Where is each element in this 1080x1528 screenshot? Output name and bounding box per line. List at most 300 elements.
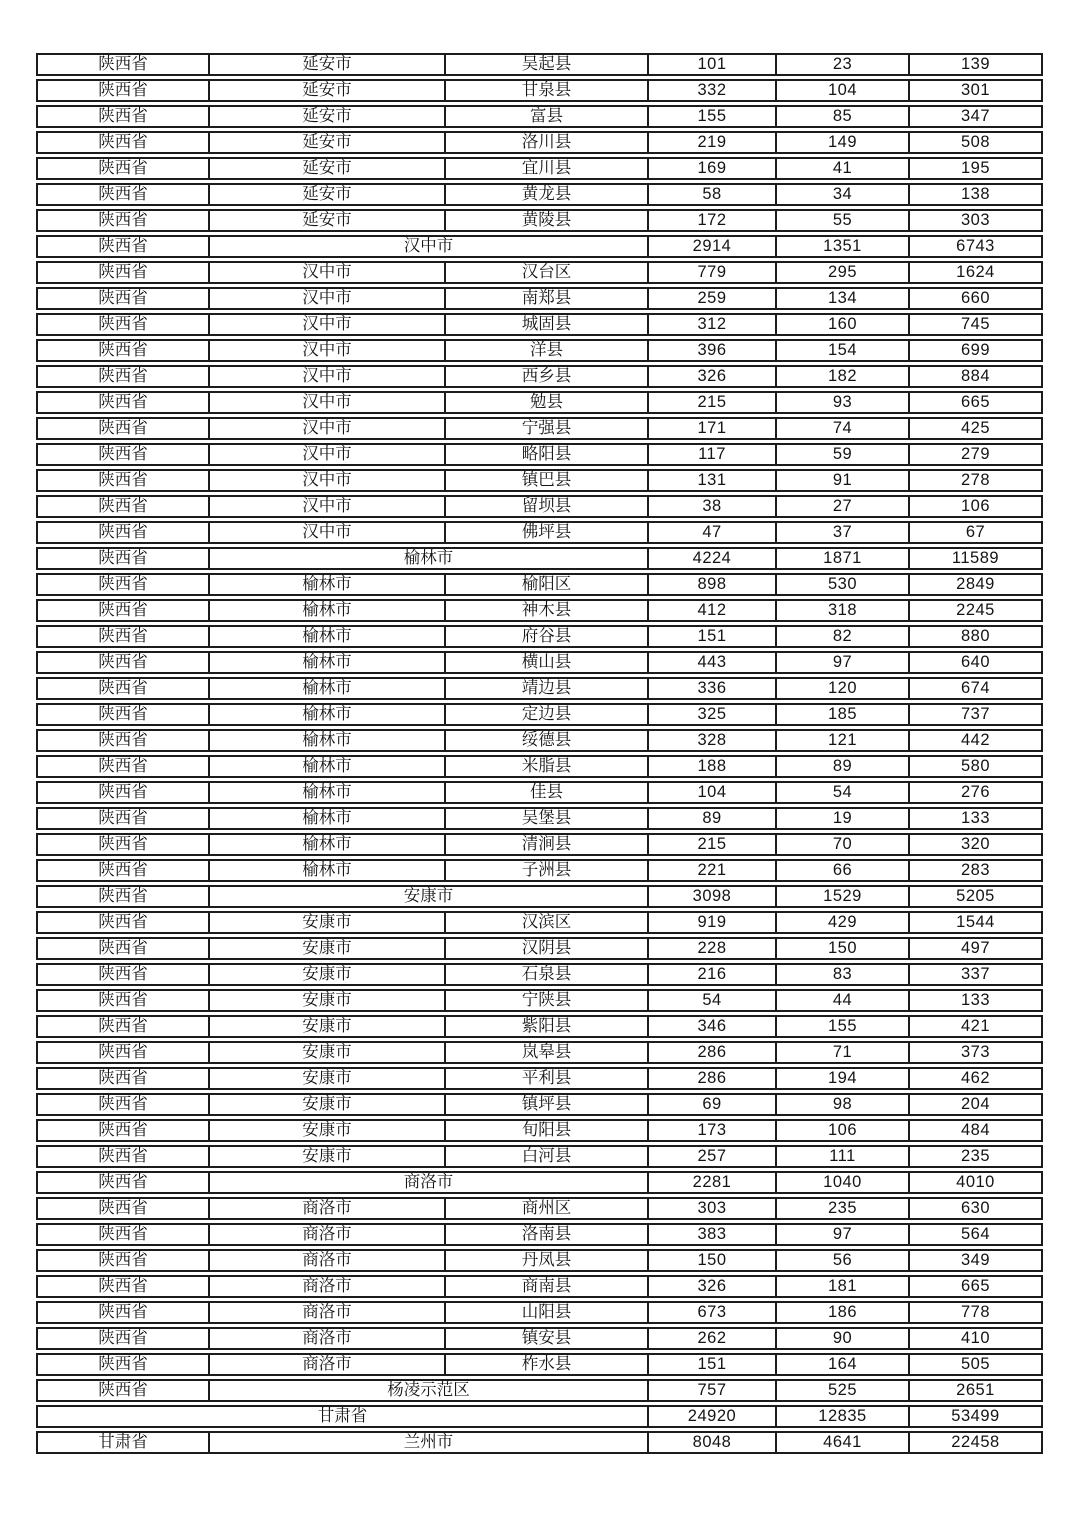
cell-city: 安康市 — [210, 1015, 446, 1038]
cell-value-3: 67 — [910, 521, 1043, 544]
cell-value-2: 34 — [777, 183, 910, 206]
cell-value-2: 429 — [777, 911, 910, 934]
table-row — [36, 729, 1043, 752]
cell-value-3: 5205 — [910, 885, 1043, 908]
cell-value-1: 89 — [649, 807, 777, 830]
cell-value-3: 442 — [910, 729, 1043, 752]
cell-county: 神木县 — [446, 599, 649, 622]
cell-value-1: 101 — [649, 53, 777, 76]
cell-value-1: 69 — [649, 1093, 777, 1116]
cell-value-2: 56 — [777, 1249, 910, 1272]
cell-county: 汉滨区 — [446, 911, 649, 934]
cell-county: 勉县 — [446, 391, 649, 414]
cell-city: 商洛市 — [210, 1223, 446, 1246]
cell-value-1: 216 — [649, 963, 777, 986]
cell-value-1: 117 — [649, 443, 777, 466]
cell-city: 安康市 — [210, 937, 446, 960]
cell-value-2: 120 — [777, 677, 910, 700]
cell-province: 陕西省 — [36, 833, 210, 856]
cell-value-1: 172 — [649, 209, 777, 232]
cell-value-3: 630 — [910, 1197, 1043, 1220]
cell-county: 白河县 — [446, 1145, 649, 1168]
cell-value-1: 188 — [649, 755, 777, 778]
cell-county: 宁强县 — [446, 417, 649, 440]
table-row — [36, 443, 1043, 466]
table-row — [36, 703, 1043, 726]
cell-city: 榆林市 — [210, 625, 446, 648]
cell-county: 横山县 — [446, 651, 649, 674]
cell-county: 洋县 — [446, 339, 649, 362]
cell-city-merged: 兰州市 — [210, 1431, 649, 1454]
cell-value-3: 22458 — [910, 1431, 1043, 1454]
cell-county: 平利县 — [446, 1067, 649, 1090]
cell-value-2: 1351 — [777, 235, 910, 258]
cell-city: 汉中市 — [210, 469, 446, 492]
table-row — [36, 417, 1043, 440]
cell-province: 陕西省 — [36, 209, 210, 232]
cell-value-2: 186 — [777, 1301, 910, 1324]
cell-city: 汉中市 — [210, 521, 446, 544]
cell-value-3: 880 — [910, 625, 1043, 648]
cell-value-2: 91 — [777, 469, 910, 492]
cell-county: 洛川县 — [446, 131, 649, 154]
cell-province: 陕西省 — [36, 599, 210, 622]
cell-province: 陕西省 — [36, 1145, 210, 1168]
cell-value-1: 221 — [649, 859, 777, 882]
table-row — [36, 339, 1043, 362]
cell-value-1: 219 — [649, 131, 777, 154]
cell-value-2: 93 — [777, 391, 910, 414]
cell-value-2: 318 — [777, 599, 910, 622]
cell-value-1: 919 — [649, 911, 777, 934]
cell-value-1: 346 — [649, 1015, 777, 1038]
table-row — [36, 287, 1043, 310]
table-row — [36, 573, 1043, 596]
cell-value-1: 262 — [649, 1327, 777, 1350]
cell-value-1: 151 — [649, 1353, 777, 1376]
cell-county: 商南县 — [446, 1275, 649, 1298]
cell-county: 吴堡县 — [446, 807, 649, 830]
cell-city: 榆林市 — [210, 755, 446, 778]
cell-province: 陕西省 — [36, 729, 210, 752]
cell-province-merged: 甘肃省 — [36, 1405, 649, 1428]
cell-county: 子洲县 — [446, 859, 649, 882]
cell-value-2: 164 — [777, 1353, 910, 1376]
cell-value-2: 98 — [777, 1093, 910, 1116]
cell-value-1: 24920 — [649, 1405, 777, 1428]
cell-city: 汉中市 — [210, 391, 446, 414]
cell-province: 陕西省 — [36, 755, 210, 778]
cell-city: 安康市 — [210, 989, 446, 1012]
cell-value-3: 580 — [910, 755, 1043, 778]
cell-county: 南郑县 — [446, 287, 649, 310]
cell-province: 陕西省 — [36, 1275, 210, 1298]
table-row — [36, 677, 1043, 700]
cell-county: 柞水县 — [446, 1353, 649, 1376]
cell-value-3: 373 — [910, 1041, 1043, 1064]
cell-county: 佛坪县 — [446, 521, 649, 544]
table-row — [36, 1223, 1043, 1246]
cell-city: 安康市 — [210, 1119, 446, 1142]
cell-value-2: 1529 — [777, 885, 910, 908]
cell-province: 陕西省 — [36, 1379, 210, 1402]
table-row — [36, 1119, 1043, 1142]
table-row — [36, 1275, 1043, 1298]
table-row — [36, 313, 1043, 336]
cell-value-2: 1040 — [777, 1171, 910, 1194]
cell-county: 岚皋县 — [446, 1041, 649, 1064]
cell-county: 汉阴县 — [446, 937, 649, 960]
cell-county: 商州区 — [446, 1197, 649, 1220]
cell-county: 佳县 — [446, 781, 649, 804]
cell-county: 吴起县 — [446, 53, 649, 76]
cell-value-2: 181 — [777, 1275, 910, 1298]
cell-city: 榆林市 — [210, 729, 446, 752]
cell-value-2: 111 — [777, 1145, 910, 1168]
cell-value-1: 131 — [649, 469, 777, 492]
cell-value-3: 133 — [910, 807, 1043, 830]
cell-city: 安康市 — [210, 1093, 446, 1116]
cell-county: 米脂县 — [446, 755, 649, 778]
cell-value-1: 898 — [649, 573, 777, 596]
cell-province: 陕西省 — [36, 339, 210, 362]
cell-province: 陕西省 — [36, 1249, 210, 1272]
cell-province: 陕西省 — [36, 79, 210, 102]
cell-value-3: 204 — [910, 1093, 1043, 1116]
cell-city-merged: 汉中市 — [210, 235, 649, 258]
cell-value-2: 59 — [777, 443, 910, 466]
cell-county: 山阳县 — [446, 1301, 649, 1324]
cell-province: 陕西省 — [36, 417, 210, 440]
table-row — [36, 1015, 1043, 1038]
cell-province: 陕西省 — [36, 547, 210, 570]
cell-county: 榆阳区 — [446, 573, 649, 596]
cell-city: 榆林市 — [210, 807, 446, 830]
cell-province: 陕西省 — [36, 1301, 210, 1324]
region-statistics-table — [36, 50, 1043, 1457]
table-row — [36, 53, 1043, 76]
cell-province: 陕西省 — [36, 1327, 210, 1350]
cell-city: 安康市 — [210, 1067, 446, 1090]
table-row — [36, 1249, 1043, 1272]
cell-city: 汉中市 — [210, 417, 446, 440]
cell-value-2: 104 — [777, 79, 910, 102]
cell-province: 陕西省 — [36, 651, 210, 674]
cell-value-3: 276 — [910, 781, 1043, 804]
cell-province: 陕西省 — [36, 1093, 210, 1116]
cell-value-2: 149 — [777, 131, 910, 154]
cell-value-3: 665 — [910, 391, 1043, 414]
cell-city: 延安市 — [210, 209, 446, 232]
cell-city: 榆林市 — [210, 781, 446, 804]
table-row — [36, 963, 1043, 986]
cell-value-3: 133 — [910, 989, 1043, 1012]
cell-value-1: 757 — [649, 1379, 777, 1402]
table-row — [36, 885, 1043, 908]
cell-county: 洛南县 — [446, 1223, 649, 1246]
cell-value-2: 155 — [777, 1015, 910, 1038]
cell-value-2: 44 — [777, 989, 910, 1012]
cell-value-3: 138 — [910, 183, 1043, 206]
cell-value-2: 154 — [777, 339, 910, 362]
cell-value-1: 104 — [649, 781, 777, 804]
cell-value-1: 2914 — [649, 235, 777, 258]
table-row — [36, 1197, 1043, 1220]
cell-value-3: 283 — [910, 859, 1043, 882]
cell-value-2: 97 — [777, 651, 910, 674]
cell-province: 陕西省 — [36, 261, 210, 284]
cell-province: 陕西省 — [36, 365, 210, 388]
cell-county: 镇坪县 — [446, 1093, 649, 1116]
table-row — [36, 1431, 1043, 1454]
cell-value-1: 303 — [649, 1197, 777, 1220]
cell-city: 商洛市 — [210, 1249, 446, 1272]
table-row — [36, 79, 1043, 102]
cell-county: 西乡县 — [446, 365, 649, 388]
cell-value-1: 336 — [649, 677, 777, 700]
cell-city-merged: 安康市 — [210, 885, 649, 908]
cell-value-3: 53499 — [910, 1405, 1043, 1428]
cell-value-3: 699 — [910, 339, 1043, 362]
cell-city: 汉中市 — [210, 313, 446, 336]
cell-county: 镇巴县 — [446, 469, 649, 492]
cell-value-1: 151 — [649, 625, 777, 648]
cell-province: 陕西省 — [36, 183, 210, 206]
cell-value-1: 169 — [649, 157, 777, 180]
table-row — [36, 1301, 1043, 1324]
cell-value-1: 383 — [649, 1223, 777, 1246]
cell-value-1: 2281 — [649, 1171, 777, 1194]
cell-county: 丹凤县 — [446, 1249, 649, 1272]
cell-value-3: 303 — [910, 209, 1043, 232]
table-row — [36, 261, 1043, 284]
table-row — [36, 105, 1043, 128]
cell-county: 清涧县 — [446, 833, 649, 856]
cell-province: 陕西省 — [36, 1041, 210, 1064]
cell-value-1: 312 — [649, 313, 777, 336]
cell-value-1: 396 — [649, 339, 777, 362]
cell-value-3: 674 — [910, 677, 1043, 700]
cell-value-1: 173 — [649, 1119, 777, 1142]
cell-province: 陕西省 — [36, 469, 210, 492]
cell-value-1: 8048 — [649, 1431, 777, 1454]
cell-value-3: 884 — [910, 365, 1043, 388]
cell-value-3: 484 — [910, 1119, 1043, 1142]
cell-city: 延安市 — [210, 157, 446, 180]
table-row — [36, 625, 1043, 648]
cell-value-2: 4641 — [777, 1431, 910, 1454]
cell-value-2: 74 — [777, 417, 910, 440]
cell-value-2: 150 — [777, 937, 910, 960]
table-row — [36, 131, 1043, 154]
table-row — [36, 365, 1043, 388]
cell-value-3: 347 — [910, 105, 1043, 128]
cell-value-3: 278 — [910, 469, 1043, 492]
cell-city: 延安市 — [210, 131, 446, 154]
table-row — [36, 1379, 1043, 1402]
cell-value-3: 6743 — [910, 235, 1043, 258]
cell-value-2: 185 — [777, 703, 910, 726]
cell-value-1: 332 — [649, 79, 777, 102]
cell-province: 陕西省 — [36, 573, 210, 596]
cell-city: 汉中市 — [210, 339, 446, 362]
table-row — [36, 781, 1043, 804]
cell-county: 宁陕县 — [446, 989, 649, 1012]
cell-city: 商洛市 — [210, 1275, 446, 1298]
cell-value-2: 41 — [777, 157, 910, 180]
cell-value-1: 54 — [649, 989, 777, 1012]
cell-county: 靖边县 — [446, 677, 649, 700]
cell-value-2: 66 — [777, 859, 910, 882]
cell-city: 榆林市 — [210, 859, 446, 882]
cell-value-3: 139 — [910, 53, 1043, 76]
cell-value-3: 279 — [910, 443, 1043, 466]
cell-value-1: 4224 — [649, 547, 777, 570]
cell-value-3: 497 — [910, 937, 1043, 960]
cell-province: 陕西省 — [36, 1067, 210, 1090]
cell-province: 陕西省 — [36, 1197, 210, 1220]
cell-city-merged: 商洛市 — [210, 1171, 649, 1194]
cell-value-2: 89 — [777, 755, 910, 778]
cell-value-2: 12835 — [777, 1405, 910, 1428]
cell-value-2: 160 — [777, 313, 910, 336]
cell-province: 陕西省 — [36, 625, 210, 648]
cell-value-2: 121 — [777, 729, 910, 752]
cell-county: 留坝县 — [446, 495, 649, 518]
cell-value-2: 530 — [777, 573, 910, 596]
cell-value-1: 286 — [649, 1041, 777, 1064]
table-row — [36, 1171, 1043, 1194]
table-row — [36, 1405, 1043, 1428]
cell-county: 紫阳县 — [446, 1015, 649, 1038]
table-row — [36, 833, 1043, 856]
cell-province: 甘肃省 — [36, 1431, 210, 1454]
table-row — [36, 209, 1043, 232]
cell-value-3: 462 — [910, 1067, 1043, 1090]
table-row — [36, 495, 1043, 518]
cell-city: 安康市 — [210, 1041, 446, 1064]
cell-value-1: 325 — [649, 703, 777, 726]
table-row — [36, 911, 1043, 934]
cell-county: 略阳县 — [446, 443, 649, 466]
cell-county: 富县 — [446, 105, 649, 128]
cell-county: 镇安县 — [446, 1327, 649, 1350]
cell-county: 黄陵县 — [446, 209, 649, 232]
table-row — [36, 547, 1043, 570]
cell-value-3: 2849 — [910, 573, 1043, 596]
cell-city: 商洛市 — [210, 1301, 446, 1324]
cell-value-2: 106 — [777, 1119, 910, 1142]
table-row — [36, 807, 1043, 830]
cell-province: 陕西省 — [36, 1171, 210, 1194]
cell-value-1: 328 — [649, 729, 777, 752]
cell-value-1: 215 — [649, 833, 777, 856]
cell-value-3: 4010 — [910, 1171, 1043, 1194]
cell-value-2: 182 — [777, 365, 910, 388]
table-body — [36, 53, 1043, 1454]
cell-value-3: 301 — [910, 79, 1043, 102]
cell-province: 陕西省 — [36, 937, 210, 960]
cell-county: 宜川县 — [446, 157, 649, 180]
cell-city: 商洛市 — [210, 1197, 446, 1220]
table-row — [36, 1327, 1043, 1350]
cell-value-3: 2245 — [910, 599, 1043, 622]
cell-city: 延安市 — [210, 53, 446, 76]
cell-city: 商洛市 — [210, 1327, 446, 1350]
cell-province: 陕西省 — [36, 1015, 210, 1038]
cell-value-1: 257 — [649, 1145, 777, 1168]
cell-value-2: 70 — [777, 833, 910, 856]
cell-value-2: 90 — [777, 1327, 910, 1350]
cell-province: 陕西省 — [36, 157, 210, 180]
cell-value-1: 215 — [649, 391, 777, 414]
table-row — [36, 1145, 1043, 1168]
cell-city: 汉中市 — [210, 261, 446, 284]
cell-value-1: 779 — [649, 261, 777, 284]
cell-city: 榆林市 — [210, 651, 446, 674]
cell-city-merged: 榆林市 — [210, 547, 649, 570]
cell-value-3: 640 — [910, 651, 1043, 674]
table-row — [36, 651, 1043, 674]
table-row — [36, 1093, 1043, 1116]
cell-province: 陕西省 — [36, 963, 210, 986]
cell-value-3: 349 — [910, 1249, 1043, 1272]
table-row — [36, 937, 1043, 960]
table-row — [36, 235, 1043, 258]
cell-city: 榆林市 — [210, 599, 446, 622]
cell-value-1: 412 — [649, 599, 777, 622]
cell-province: 陕西省 — [36, 911, 210, 934]
cell-city: 汉中市 — [210, 365, 446, 388]
cell-value-1: 171 — [649, 417, 777, 440]
cell-city: 汉中市 — [210, 287, 446, 310]
cell-province: 陕西省 — [36, 391, 210, 414]
cell-value-1: 286 — [649, 1067, 777, 1090]
cell-value-2: 27 — [777, 495, 910, 518]
cell-value-3: 508 — [910, 131, 1043, 154]
table-row — [36, 521, 1043, 544]
cell-province: 陕西省 — [36, 1119, 210, 1142]
cell-value-1: 673 — [649, 1301, 777, 1324]
cell-value-2: 1871 — [777, 547, 910, 570]
cell-county: 府谷县 — [446, 625, 649, 648]
cell-province: 陕西省 — [36, 313, 210, 336]
table-row — [36, 183, 1043, 206]
cell-value-1: 58 — [649, 183, 777, 206]
cell-value-1: 443 — [649, 651, 777, 674]
cell-value-2: 19 — [777, 807, 910, 830]
cell-value-2: 85 — [777, 105, 910, 128]
cell-city: 榆林市 — [210, 677, 446, 700]
cell-province: 陕西省 — [36, 495, 210, 518]
table-row — [36, 469, 1043, 492]
cell-value-3: 505 — [910, 1353, 1043, 1376]
cell-value-1: 155 — [649, 105, 777, 128]
cell-value-3: 2651 — [910, 1379, 1043, 1402]
cell-city: 汉中市 — [210, 495, 446, 518]
cell-city: 安康市 — [210, 963, 446, 986]
cell-value-3: 425 — [910, 417, 1043, 440]
cell-value-1: 228 — [649, 937, 777, 960]
cell-province: 陕西省 — [36, 53, 210, 76]
cell-county: 黄龙县 — [446, 183, 649, 206]
cell-value-2: 23 — [777, 53, 910, 76]
cell-province: 陕西省 — [36, 1353, 210, 1376]
cell-value-1: 326 — [649, 1275, 777, 1298]
table-row — [36, 599, 1043, 622]
cell-value-3: 106 — [910, 495, 1043, 518]
cell-province: 陕西省 — [36, 989, 210, 1012]
